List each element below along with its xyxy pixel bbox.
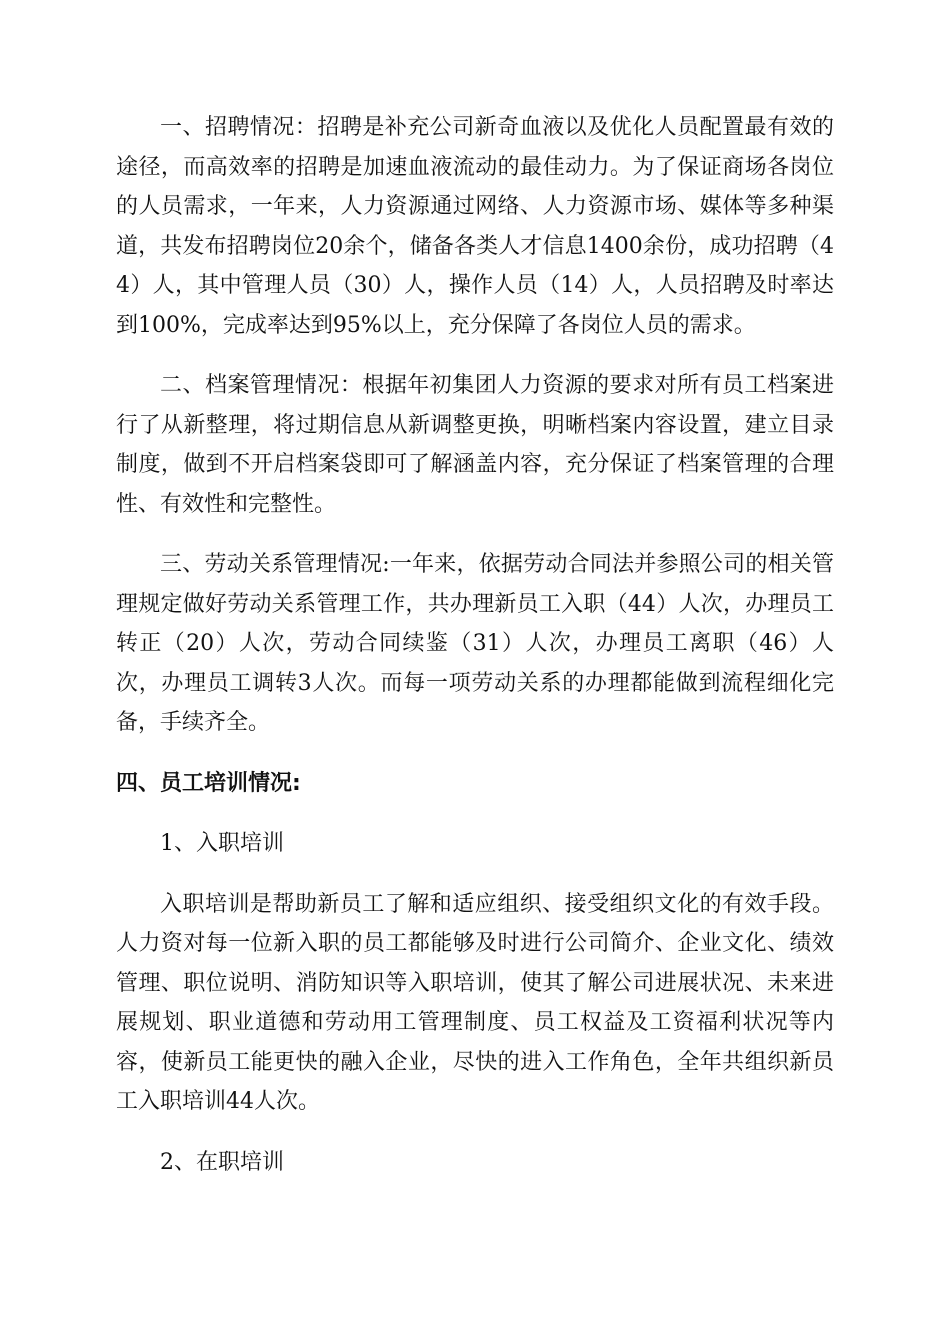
onboarding-paragraph: 入职培训是帮助新员工了解和适应组织、接受组织文化的有效手段。人力资对每一位新入职的员工都能够及时进行公司简介、企业文化、绩效管理、职位说明、消防知识等入职培训，使其了解公司进展状况、未来进展规划、职业道德和劳动用工管理制度、员工权益及工资福利状况等内容，使新员工能更快的融入企业，尽快的进入工作角色，全年共组织新员工入职培训44人次。: [116, 891, 834, 1114]
recruitment-paragraph: 一、招聘情况：招聘是补充公司新奇血液以及优化人员配置最有效的途径，而高效率的招聘是加速血液流动的最佳动力。为了保证商场各岗位的人员需求，一年来，人力资源通过网络、人力资源市场、媒体等多种渠道，共发布招聘岗位20余个，储备各类人才信息1400余份，成功招聘（44）人，其中管理人员（30）人，操作人员（14）人，人员招聘及时率达到100%，完成率达到95%以上，充分保障了各岗位人员的需求。: [116, 115, 834, 338]
archives-paragraph: 二、档案管理情况：根据年初集团人力资源的要求对所有员工档案进行了从新整理，将过期信息从新调整更换，明晰档案内容设置，建立目录制度，做到不开启档案袋即可了解涵盖内容，充分保证了档案管理的合理性、有效性和完整性。: [116, 373, 834, 517]
onboarding-title: 1、入职培训: [160, 831, 284, 856]
training-heading: 四、员工培训情况:: [116, 770, 301, 796]
onjob-title: 2、在职培训: [160, 1149, 284, 1175]
document-body: [116, 108, 834, 1203]
labor-relations-paragraph: 三、劳动关系管理情况:一年来，依据劳动合同法并参照公司的相关管理规定做好劳动关系管理工作，共办理新员工入职（44）人次，办理员工转正（20）人次，劳动合同续鉴（31）人次，办理员工离职（46）人次，办理员工调转3人次。而每一项劳动关系的办理都能做到流程细化完备，手续齐全。: [116, 552, 834, 735]
